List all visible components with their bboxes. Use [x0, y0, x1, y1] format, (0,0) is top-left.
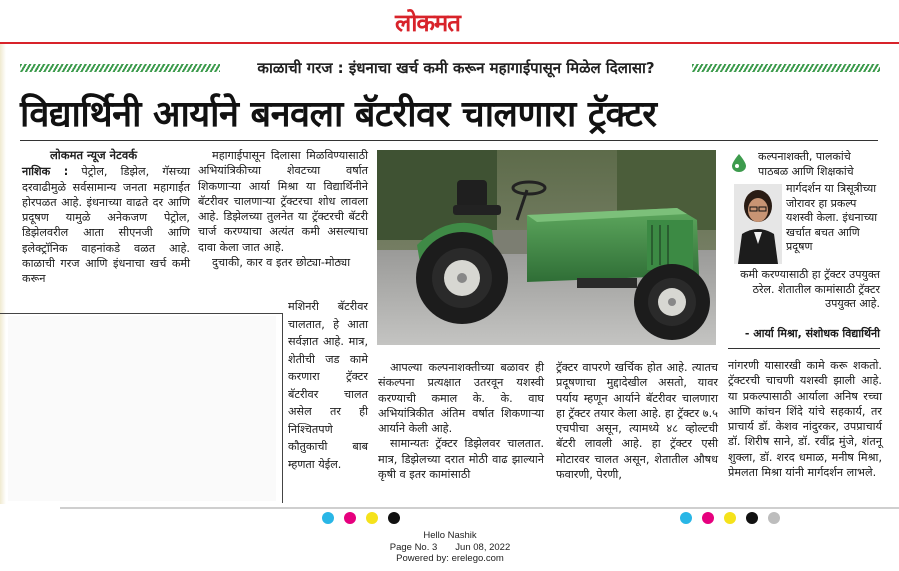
green-drop-icon: [732, 154, 746, 172]
reg-mark-magenta: [344, 512, 356, 524]
quote-line-bottom: कमी करण्यासाठी हा ट्रॅक्टर उपयुक्त ठरेल. शेतातील कामांसाठी ट्रॅक्टर उपयुक्त आहे.: [740, 268, 880, 310]
dateline: नाशिक :: [22, 165, 69, 179]
blank-cutout-area: [8, 316, 276, 501]
masthead-rule: [0, 42, 899, 44]
column-2-paragraph-1: महागाईपासून दिलासा मिळविण्यासाठी अभियांत्रिकीच्या शेवटच्या वर्षात शिकणाऱ्या आर्या मिश्रा या विद्यार्थिनीने बॅटरीवर चालणाऱ्या ट्रॅक्टरचा शोध लावला आहे. डिझेलच्या तुलनेत या ट्रॅक्टरची बॅटरी चार्ज करण्याचा अत्यंत कमी असल्याचा दावा केला जात आहे.: [198, 149, 368, 254]
kicker-hatch-left: [20, 64, 220, 72]
reg-mark-yellow: [366, 512, 378, 524]
byline: लोकमत न्यूज नेटवर्क: [50, 148, 138, 162]
page-bottom-rule: [60, 507, 899, 509]
reg-mark-cyan: [322, 512, 334, 524]
reg-mark-grey: [768, 512, 780, 524]
lokmat-logo: लोकमत: [395, 8, 460, 37]
column-2-paragraph-2: दुचाकी, कार व इतर छोट्या-मोठ्या: [212, 256, 351, 270]
quote-line-middle: मार्गदर्शन या त्रिसूत्रीच्या जोरावर हा प्रकल्प यशस्वी केला. इंधनाच्या खर्चात बचत आणि प्रदूषण: [786, 182, 878, 253]
headline: विद्यार्थिनी आर्याने बनवला बॅटरीवर चालणारा ट्रॅक्टर: [20, 94, 657, 135]
masthead: [0, 0, 899, 44]
reg-mark-cyan: [680, 512, 692, 524]
column-1-text: पेट्रोल, डिझेल, गॅसच्या दरवाढीमुळे सर्वसामान्य जनता महागाईत होरपळत आहे. इंधनाच्या वाढते दर आणि प्रदूषण यामुळे अनेकजण पेट्रोल, डिझेलवरील आता सीएनजी आणि इलेक्ट्रॉनिक वाहनांकडे वळत आहे. काळाची गरज आणि इंधनाचा खर्च कमी करून: [22, 165, 190, 286]
column-3-paragraph-2: सामान्यतः ट्रॅक्टर डिझेलवर चालतात. मात्र, डिझेलच्या दरात मोठी वाढ झाल्याने कृषी व इतर कामांसाठी: [378, 437, 544, 482]
article-column-2-continued: मशिनरी बॅटरीवर चालतात, हे आता सर्वज्ञात आहे. मात्र, शेतीची जड कामे करणारा ट्रॅक्टर बॅटरीवर चालत असेल तर ही निश्चितपणे कौतुकाची बाब म्हणता येईल.: [288, 300, 368, 471]
cutout-rule-vertical: [282, 313, 283, 503]
quote-signature: - आर्या मिश्रा, संशोधक विद्यार्थिनी: [744, 327, 880, 340]
kicker-row: [20, 58, 880, 80]
page-footer: [370, 530, 530, 565]
article-column-3: [378, 360, 544, 482]
quote-rule: [728, 348, 880, 349]
article-column-2: [198, 148, 368, 270]
footer-date: Jun 08, 2022: [455, 541, 511, 553]
page-edge-strip: [0, 44, 6, 504]
footer-page-number: Page No. 3: [389, 541, 438, 553]
kicker-hatch-right: [692, 64, 880, 72]
reg-mark-black: [746, 512, 758, 524]
tractor-photo: [377, 150, 716, 345]
reg-mark-magenta: [702, 512, 714, 524]
reg-mark-black: [388, 512, 400, 524]
kicker-text: काळाची गरज : इंधनाचा खर्च कमी करून महागाईपासून मिळेल दिलासा?: [257, 59, 655, 77]
article-column-4: ट्रॅक्टर वापरणे खर्चिक होत आहे. त्यातच प्रदूषणाचा मुद्दादेखील असतो, यावर पर्याय म्हणून आर्याने बॅटरीवर चालणारा हा ट्रॅक्टर तयार केला आहे. हा ट्रॅक्टर ७.५ एचपीचा असून, त्यामध्ये ४८ व्होल्टची बॅटरी लावली आहे. हा ट्रॅक्टर एसी मोटारवर चालत असून, शेतातील औषध फवारणी, पेरणी,: [556, 361, 719, 482]
column-3-paragraph-1: आपल्या कल्पनाशक्तीच्या बळावर ही संकल्पना प्रत्यक्षात उतरवून यशस्वी करण्याची कमाल के. के. वाघ अभियांत्रिकीत अंतिम वर्षात शिकणाऱ्या आर्याने केली आहे.: [378, 361, 544, 436]
headline-rule: [20, 140, 878, 141]
footer-page-line: [370, 542, 530, 554]
article-column-5: नांगरणी यासारखी कामे करू शकतो. ट्रॅक्टरची चाचणी यशस्वी झाली आहे. या प्रकल्पासाठी आर्याला अनिष रच्चा आणि कांचन शिंदे यांचे सहकार्य, तर प्राचार्य डॉ. केशव नांदुरकर, उपप्राचार्य डॉ. शिरीष साने, डॉ. रवींद्र मुंजे, शंतनू शुक्ला, डॉ. शरद धमाळ, मनीष मिश्रा, प्रेमलता मिश्रा यांनी मार्गदर्शन लाभले.: [728, 359, 882, 480]
quote-line-top: कल्पनाशक्ती, पालकांचे पाठबळ आणि शिक्षकांचे: [758, 150, 854, 178]
portrait-photo: [734, 184, 782, 264]
reg-mark-yellow: [724, 512, 736, 524]
footer-powered-by: Powered by: erelego.com: [396, 553, 504, 564]
cutout-rule-horizontal: [0, 313, 282, 314]
quote-box: [728, 148, 880, 348]
footer-edition: Hello Nashik: [423, 530, 477, 541]
article-column-1: [22, 148, 190, 287]
